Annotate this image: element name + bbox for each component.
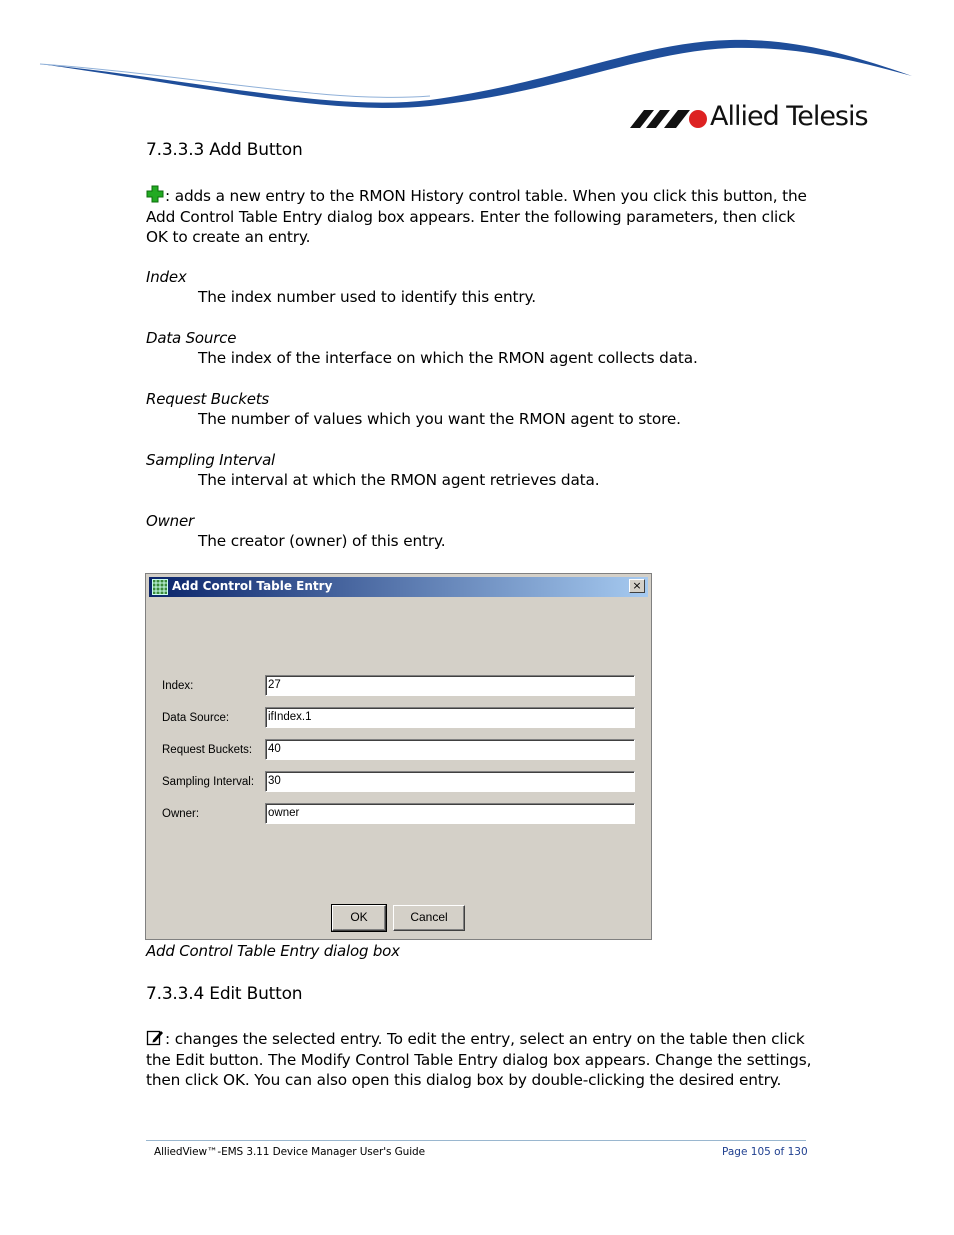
index-label: Index:: [162, 680, 194, 692]
owner-field[interactable]: owner: [265, 803, 635, 824]
edit-button-description: : changes the selected entry. To edit the entry, select an entry on the table then click the Edit button. The Modify Control Table Entry dialog box appears. Change the settings, then click OK. You can also open this dialog box by double-clicking the desired entry.: [146, 1030, 812, 1089]
data-source-field[interactable]: ifIndex.1: [265, 707, 635, 728]
param-term-index: Index: [146, 268, 187, 286]
param-desc-data-source: The index of the interface on which the RMON agent collects data.: [198, 349, 698, 367]
header-swoosh: [0, 0, 954, 115]
dialog-title: Add Control Table Entry: [172, 579, 333, 593]
section-heading-add: 7.3.3.3 Add Button: [146, 140, 303, 160]
cancel-button[interactable]: Cancel: [393, 905, 465, 931]
ok-button[interactable]: OK: [332, 905, 386, 931]
add-control-table-entry-dialog: [145, 573, 652, 940]
data-source-label: Data Source:: [162, 712, 230, 724]
dialog-titlebar: [149, 577, 648, 597]
footer-doc-title: AlliedView™-EMS 3.11 Device Manager User's Guide: [154, 1146, 425, 1158]
param-term-sampling-interval: Sampling Interval: [146, 451, 276, 469]
footer-rule: [146, 1140, 806, 1141]
index-field[interactable]: 27: [265, 675, 635, 696]
close-icon[interactable]: ×: [629, 579, 645, 593]
param-desc-owner: The creator (owner) of this entry.: [198, 532, 446, 550]
brand-name: Allied Telesis: [710, 101, 868, 132]
param-desc-index: The index number used to identify this entry.: [198, 288, 536, 306]
param-desc-request-buckets: The number of values which you want the RMON agent to store.: [198, 410, 681, 428]
add-button-description: : adds a new entry to the RMON History control table. When you click this button, the Add Control Table Entry dialog box appears. Enter the following parameters, then click OK to create an entry.: [146, 187, 807, 246]
param-term-request-buckets: Request Buckets: [146, 390, 270, 408]
grid-app-icon: [152, 579, 168, 595]
section-heading-edit: 7.3.3.4 Edit Button: [146, 984, 303, 1004]
param-term-data-source: Data Source: [146, 329, 237, 347]
request-buckets-field[interactable]: 40: [265, 739, 635, 760]
logo-mark-icon: [630, 106, 708, 130]
request-buckets-label: Request Buckets:: [162, 744, 253, 756]
brand-logo: [630, 100, 870, 136]
sampling-interval-field[interactable]: 30: [265, 771, 635, 792]
owner-label: Owner:: [162, 808, 200, 820]
sampling-interval-label: Sampling Interval:: [162, 776, 255, 788]
param-term-owner: Owner: [146, 512, 194, 530]
green-plus-icon: [146, 185, 164, 203]
figure-caption: Add Control Table Entry dialog box: [146, 942, 400, 960]
edit-pencil-icon: [146, 1028, 164, 1046]
footer-page-number: Page 105 of 130: [722, 1146, 808, 1158]
param-desc-sampling-interval: The interval at which the RMON agent retrieves data.: [198, 471, 600, 489]
